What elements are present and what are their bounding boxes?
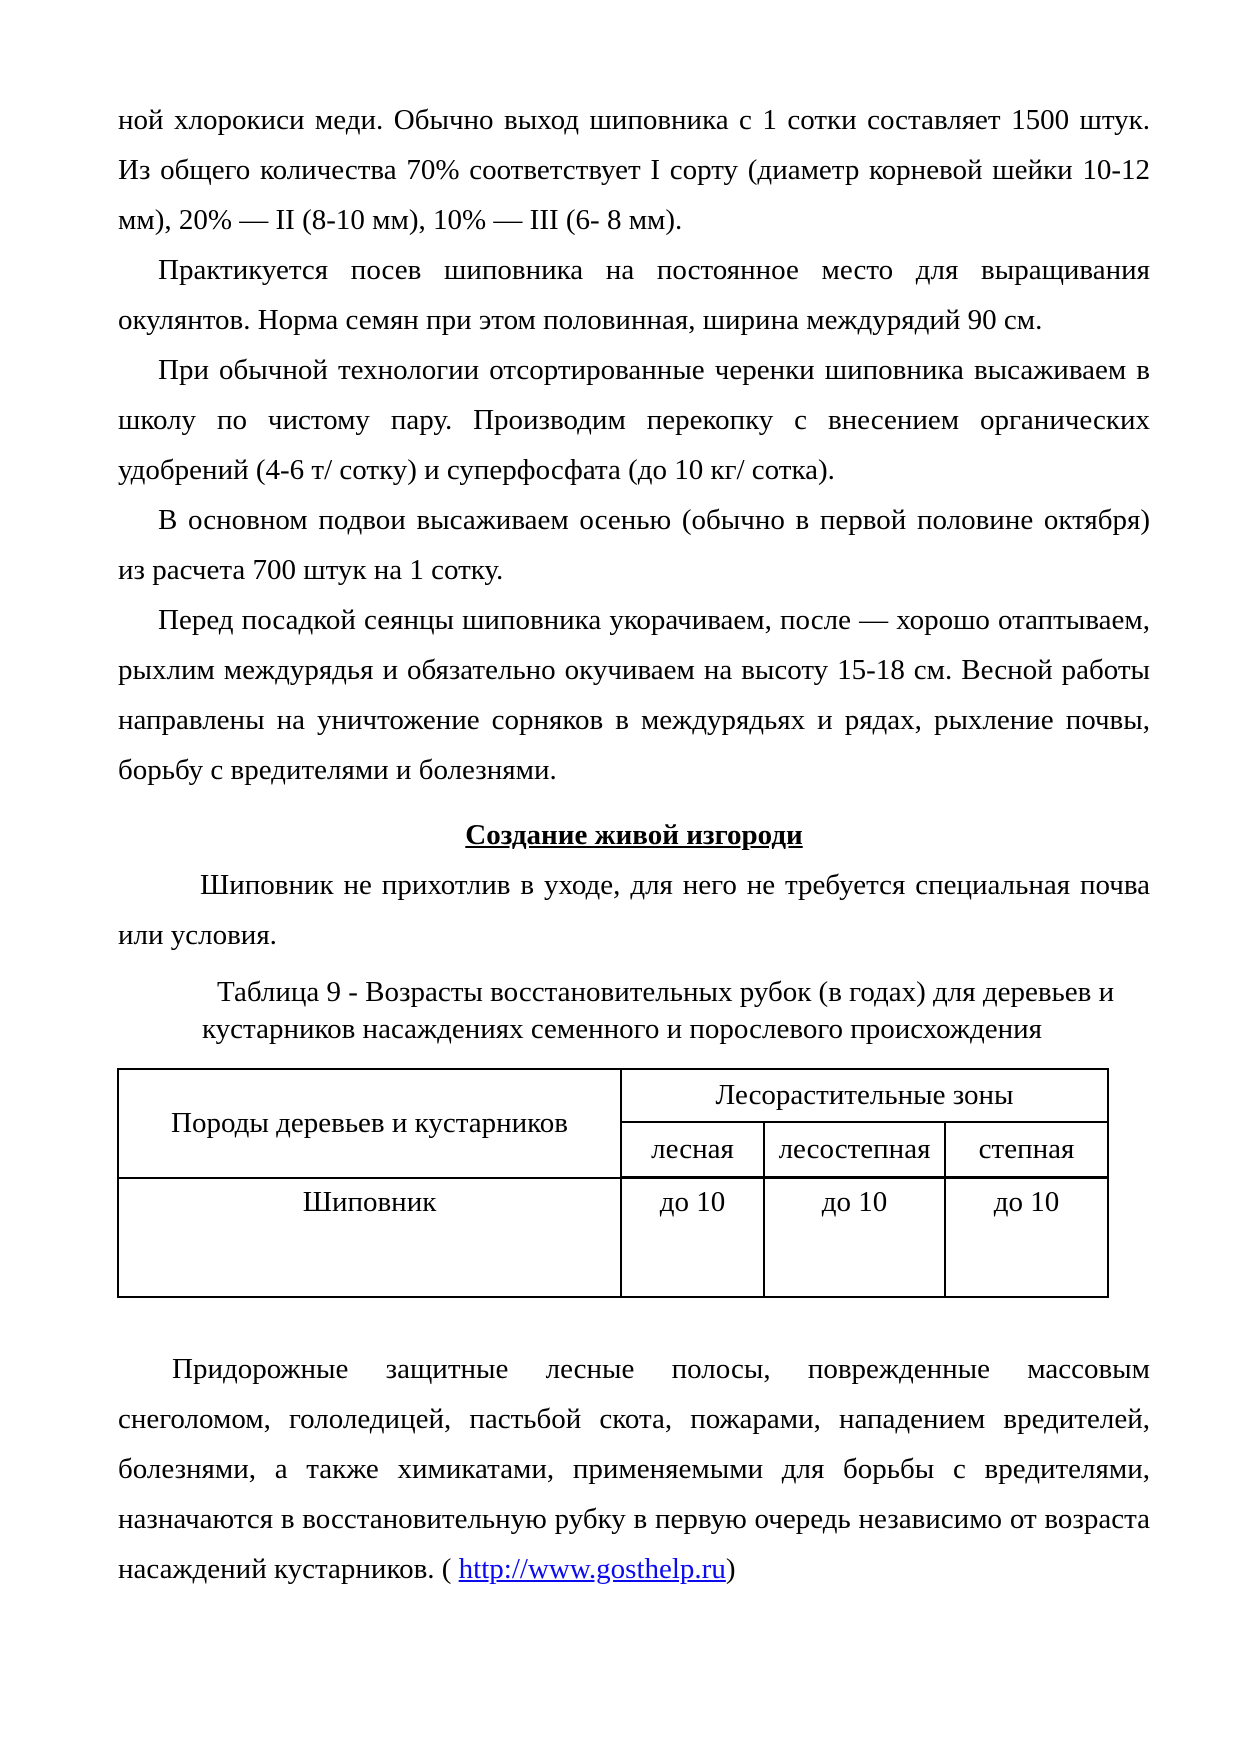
paragraph-autumn-planting: В основном подвои высаживаем осенью (обычно в первой половине октября) из расчета 700 штук на 1 сотку. — [118, 504, 1150, 586]
paragraph-roadside-belts — [118, 1344, 1150, 1594]
table-header-zone-steppe: степная — [945, 1122, 1108, 1178]
table-header-species: Породы деревьев и кустарников — [118, 1069, 621, 1178]
table-caption-line1: Таблица 9 - Возрасты восстановительных рубок (в годах) для деревьев и — [217, 976, 1115, 1008]
table-caption-line2: кустарников насаждениях семенного и порослевого происхождения — [202, 1013, 1042, 1045]
table-cell-value-forest: до 10 — [621, 1178, 764, 1298]
paragraph-seedling-yield: ной хлорокиси меди. Обычно выход шиповника с 1 сотки составляет 1500 штук. Из общего количества 70% соответствует I сорту (диаметр корневой шейки 10-12 мм), 20% — II (8-10 мм), 10% — III (6- 8 мм). — [118, 104, 1150, 236]
table-header-zones: Лесорастительные зоны — [621, 1069, 1108, 1122]
table-cell-species: Шиповник — [118, 1178, 621, 1298]
table-9-cutting-ages — [117, 1068, 1109, 1298]
table-row-rosehip — [118, 1178, 1108, 1298]
paragraph-sowing-practice: Практикуется посев шиповника на постоянное место для выращивания окулянтов. Норма семян при этом половинная, ширина междурядий 90 см. — [118, 254, 1150, 336]
paragraph-pre-planting-care: Перед посадкой сеянцы шиповника укорачиваем, после — хорошо отаптываем, рыхлим междурядья и обязательно окучиваем на высоту 15-18 см. Весной работы направлены на уничтожение сорняков в междурядьях и рядах, рыхление почвы, борьбу с вредителями и болезнями. — [118, 604, 1150, 786]
table-cell-value-forest-steppe: до 10 — [764, 1178, 945, 1298]
table-header-row-1 — [118, 1069, 1108, 1122]
table-header-zone-forest-steppe: лесостепная — [764, 1122, 945, 1178]
table-cell-value-steppe: до 10 — [945, 1178, 1108, 1298]
paragraph-roadside-text: Придорожные защитные лесные полосы, поврежденные массовым снеголомом, гололедицей, пастьбой скота, пожарами, нападением вредителей, болезнями, а также химикатами, применяемыми для борьбы с вредителями, назначаются в восстановительную рубку в первую очередь независимо от возраста насаждений кустарников. ( — [118, 1353, 1150, 1585]
section-heading-hedge: Создание живой изгороди — [465, 819, 803, 851]
paragraph-hedge-intro: Шиповник не прихотлив в уходе, для него не требуется специальная почва или условия. — [118, 869, 1150, 951]
paragraph-closing-paren: ) — [725, 1553, 736, 1585]
table-header-zone-forest: лесная — [621, 1122, 764, 1178]
paragraph-technology: При обычной технологии отсортированные черенки шиповника высаживаем в школу по чистому пару. Производим перекопку с внесением органических удобрений (4-6 т/ сотку) и суперфосфата (до 10 кг/ сотка). — [118, 354, 1150, 486]
gosthelp-link[interactable]: http://www.gosthelp.ru — [458, 1553, 726, 1585]
table-caption — [118, 974, 1150, 1048]
